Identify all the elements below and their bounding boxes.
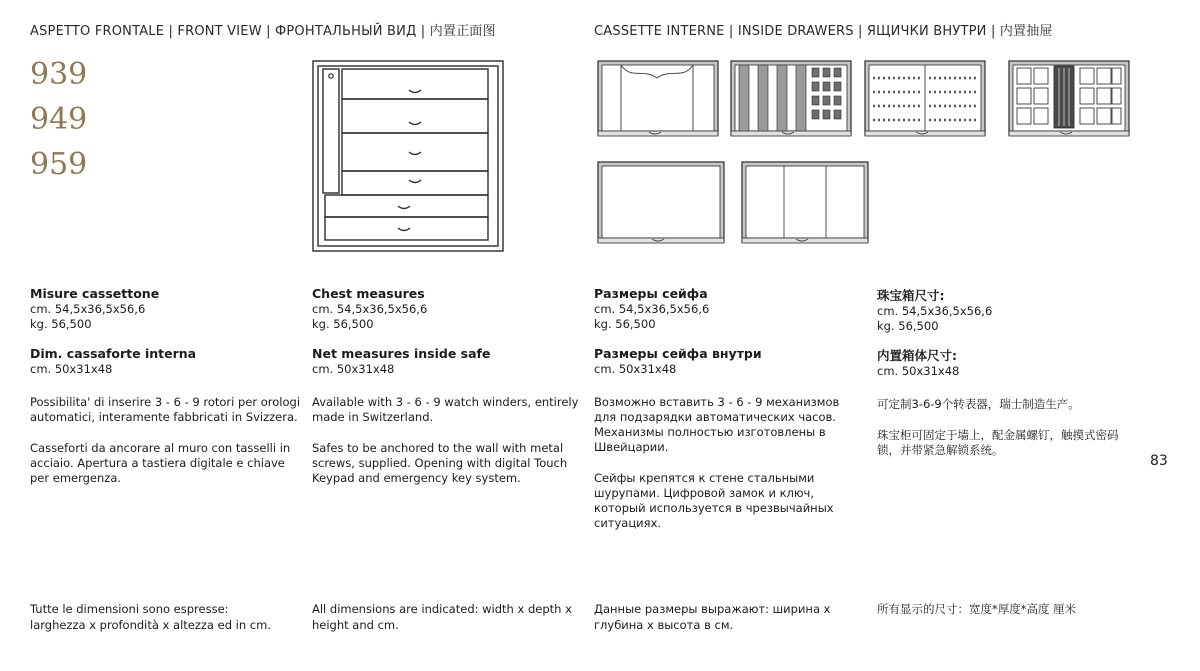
inner-dims: cm. 50x31x48	[877, 364, 960, 378]
measures-weight: kg. 56,500	[877, 319, 939, 333]
winders-paragraph: Possibilita' di inserire 3 - 6 - 9 rotori per orologi automatici, interamente fabbricati in Svizzera.	[30, 395, 301, 424]
footer-chinese: 所有显示的尺寸：宽度*厚度*高度 厘米	[877, 602, 1077, 616]
winders-paragraph: 可定制3-6-9个转表器，瑞士制造生产。	[877, 397, 1080, 411]
inside-drawers-heading: CASSETTE INTERNE | INSIDE DRAWERS | ЯЩИЧКИ ВНУТРИ | 内置抽屉	[594, 24, 1053, 39]
drawer-three-sections-drawing	[741, 161, 869, 245]
footer-italian: Tutte le dimensioni sono espresse: larghezza x profondità x altezza ed in cm.	[30, 602, 271, 632]
model-number: 959	[30, 147, 88, 182]
model-number: 939	[30, 57, 88, 92]
winders-paragraph: Возможно вставить 3 - 6 - 9 механизмов для подзарядки автоматических часов. Механизмы полностью изготовлены в Швейцарии.	[594, 395, 840, 454]
inner-title: Net measures inside safe	[312, 346, 491, 361]
model-numbers	[30, 52, 87, 187]
measures-dims: cm. 54,5x36,5x56,6	[312, 302, 428, 316]
front-view-chest-drawing	[312, 60, 504, 252]
footer-english: All dimensions are indicated: width x depth x height and cm.	[312, 602, 572, 632]
measures-weight: kg. 56,500	[30, 317, 92, 331]
measures-dims: cm. 54,5x36,5x56,6	[30, 302, 146, 316]
anchoring-paragraph: Safes to be anchored to the wall with metal screws, supplied. Opening with digital Touch Keypad and emergency key system.	[312, 441, 568, 485]
measures-dims: cm. 54,5x36,5x56,6	[594, 302, 710, 316]
drawer-grid-compartments-drawing	[1008, 60, 1130, 138]
column-russian	[594, 286, 856, 547]
drawer-jewelry-curtain-drawing	[597, 60, 719, 138]
anchoring-paragraph: Casseforti da ancorare al muro con tasselli in acciaio. Apertura a tastiera digitale e chiave per emergenza.	[30, 441, 291, 485]
footer-russian: Данные размеры выражают: ширина x глубина x высота в см.	[594, 602, 831, 632]
column-chinese	[877, 288, 1139, 474]
inner-dims: cm. 50x31x48	[30, 362, 113, 376]
measures-weight: kg. 56,500	[312, 317, 374, 331]
page-number: 83	[1150, 453, 1168, 469]
column-italian	[30, 286, 302, 502]
inner-title: Размеры сейфа внутри	[594, 346, 762, 361]
drawer-empty-single-drawing	[597, 161, 725, 245]
drawer-ring-rows-drawing	[864, 60, 986, 138]
inner-title: 内置箱体尺寸:	[877, 348, 957, 363]
measures-dims: cm. 54,5x36,5x56,6	[877, 304, 993, 318]
inner-title: Dim. cassaforte interna	[30, 346, 197, 361]
measures-title: Размеры сейфа	[594, 286, 708, 301]
measures-title: 珠宝箱尺寸:	[877, 288, 945, 303]
anchoring-paragraph: 珠宝柜可固定于墙上，配金属螺钉，触摸式密码锁，并带紧急解锁系统。	[877, 428, 1119, 457]
inner-dims: cm. 50x31x48	[594, 362, 677, 376]
inner-dims: cm. 50x31x48	[312, 362, 395, 376]
model-number: 949	[30, 102, 88, 137]
measures-title: Chest measures	[312, 286, 425, 301]
measures-weight: kg. 56,500	[594, 317, 656, 331]
winders-paragraph: Available with 3 - 6 - 9 watch winders, entirely made in Switzerland.	[312, 395, 579, 424]
front-view-heading: ASPETTO FRONTALE | FRONT VIEW | ФРОНТАЛЬНЫЙ ВИД | 内置正面图	[30, 24, 496, 39]
drawer-watch-rolls-drawing	[730, 60, 852, 138]
column-english	[312, 286, 584, 502]
measures-title: Misure cassettone	[30, 286, 160, 301]
anchoring-paragraph: Сейфы крепятся к стене стальными шурупами. Цифровой замок и ключ, который используется в чрезвычайных ситуациях.	[594, 471, 834, 530]
